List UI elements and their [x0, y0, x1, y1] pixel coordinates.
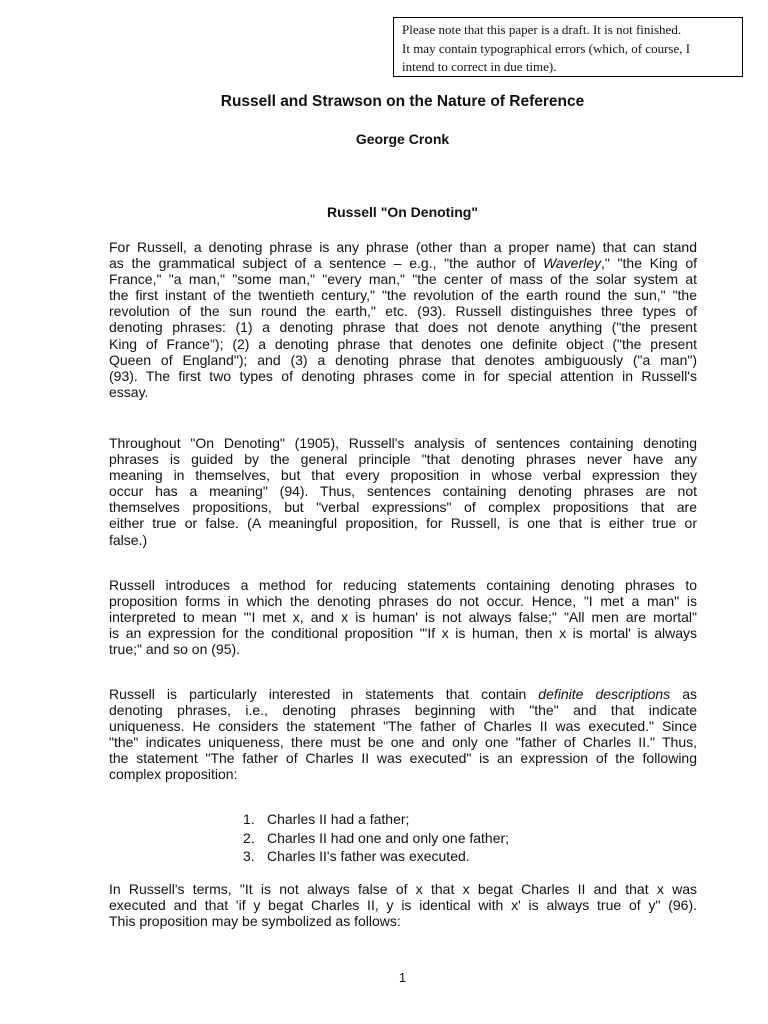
- list-item-text: Charles II's father was executed.: [267, 848, 470, 864]
- numbered-list: [243, 810, 509, 866]
- text-line: false.): [109, 531, 148, 548]
- text-line: complex proposition:: [109, 766, 238, 783]
- text-line: [109, 686, 697, 702]
- text-line: the statement "The father of Charles II was executed" is an expression of the following: [109, 750, 697, 767]
- text-line: Queen of England"); and (3) a denoting phrase that denotes ambiguously ("a man"): [109, 351, 697, 368]
- draft-note-line: It may contain typographical errors (which, of course, I: [402, 40, 691, 56]
- text-line: interpreted to mean "'I met x, and x is human' is not always false;" "All men are mortal": [109, 609, 697, 626]
- text-line: proposition forms in which the denoting phrases do not occur. Hence, "I met a man" is: [109, 593, 697, 610]
- section-heading: Russell "On Denoting": [327, 204, 478, 220]
- text-line: themselves propositions, but "verbal expressions" of complex propositions that are: [109, 499, 697, 516]
- list-number: 3.: [243, 848, 255, 864]
- draft-note-box: [393, 17, 743, 77]
- text-line: revolution of the sun round the earth," etc. (93). Russell distinguishes three types of: [109, 303, 697, 320]
- text-line: [109, 255, 697, 271]
- draft-note-line: Please note that this paper is a draft. It is not finished.: [402, 22, 682, 37]
- text-line: phrases is guided by the general principle "that denoting phrases never have any: [109, 451, 697, 468]
- text-line: uniqueness. He considers the statement "The father of Charles II was executed." Since: [109, 718, 697, 735]
- text-line: occur has a meaning" (94). Thus, sentences containing denoting phrases are not: [109, 483, 697, 500]
- paper-title: Russell and Strawson on the Nature of Reference: [220, 93, 585, 110]
- text-line: the first instant of the twentieth century," "the revolution of the earth round the sun," "the: [109, 287, 697, 304]
- text-line: (93). The first two types of denoting phrases come in for special attention in Russell's: [109, 367, 697, 384]
- paragraph-3: [109, 577, 697, 657]
- text-line: meaning in themselves, but that every proposition in whose verbal expression they: [109, 467, 697, 484]
- text-run: as: [682, 686, 698, 702]
- list-item-text: Charles II had a father;: [267, 811, 410, 827]
- page-number: 1: [398, 970, 407, 985]
- paragraph-2: [109, 435, 697, 548]
- italic-term: definite descriptions: [538, 686, 671, 702]
- list-number: 1.: [243, 811, 255, 827]
- list-item: [243, 829, 509, 848]
- text-run: Russell is particularly interested in statements that contain: [109, 686, 527, 702]
- text-run: as the grammatical subject of a sentence – e.g., "the author of: [109, 255, 536, 272]
- text-line: This proposition may be symbolized as follows:: [109, 913, 401, 930]
- list-item: [243, 847, 509, 866]
- text-line: denoting phrases, i.e., denoting phrases beginning with "the" and that indicate: [109, 702, 697, 719]
- paragraph-1: [109, 239, 697, 400]
- text-line: Russell introduces a method for reducing statements containing denoting phrases to: [109, 577, 697, 593]
- list-item-text: Charles II had one and only one father;: [267, 829, 510, 846]
- text-line: executed and that 'if y begat Charles II, y is identical with x' is always true of y" (96).: [109, 897, 697, 914]
- italic-title: Waverley: [542, 255, 602, 272]
- text-line: For Russell, a denoting phrase is any phrase (other than a proper name) that can stand: [109, 239, 697, 255]
- text-line: true;" and so on (95).: [109, 641, 241, 658]
- paragraph-4: [109, 686, 697, 783]
- paragraph-5: [109, 881, 697, 929]
- list-number: 2.: [243, 829, 255, 846]
- text-line: In Russell's terms, "It is not always false of x that x begat Charles II and that x was: [109, 881, 697, 897]
- text-line: essay.: [109, 383, 149, 400]
- text-line: is an expression for the conditional proposition "'If x is human, then x is mortal' is always: [109, 625, 697, 642]
- text-line: France," "a man," "some man," "every man," "the center of mass of the solar system at: [109, 271, 697, 288]
- text-line: either true or false. (A meaningful proposition, for Russell, is one that is either true or: [109, 515, 697, 532]
- author-name: George Cronk: [355, 131, 450, 147]
- text-line: "the" indicates uniqueness, there must be one and only one "father of Charles II." Thus,: [109, 734, 697, 751]
- text-line: denoting phrases: (1) a denoting phrase that does not denote anything ("the present: [109, 319, 697, 336]
- text-line: Throughout "On Denoting" (1905), Russell's analysis of sentences containing denoting: [109, 435, 697, 451]
- text-line: King of France"); (2) a denoting phrase that denotes one definite object ("the present: [109, 335, 697, 352]
- draft-note-line: intend to correct in due time).: [402, 59, 557, 74]
- list-item: [243, 810, 509, 829]
- text-run: ," "the King of: [601, 255, 698, 272]
